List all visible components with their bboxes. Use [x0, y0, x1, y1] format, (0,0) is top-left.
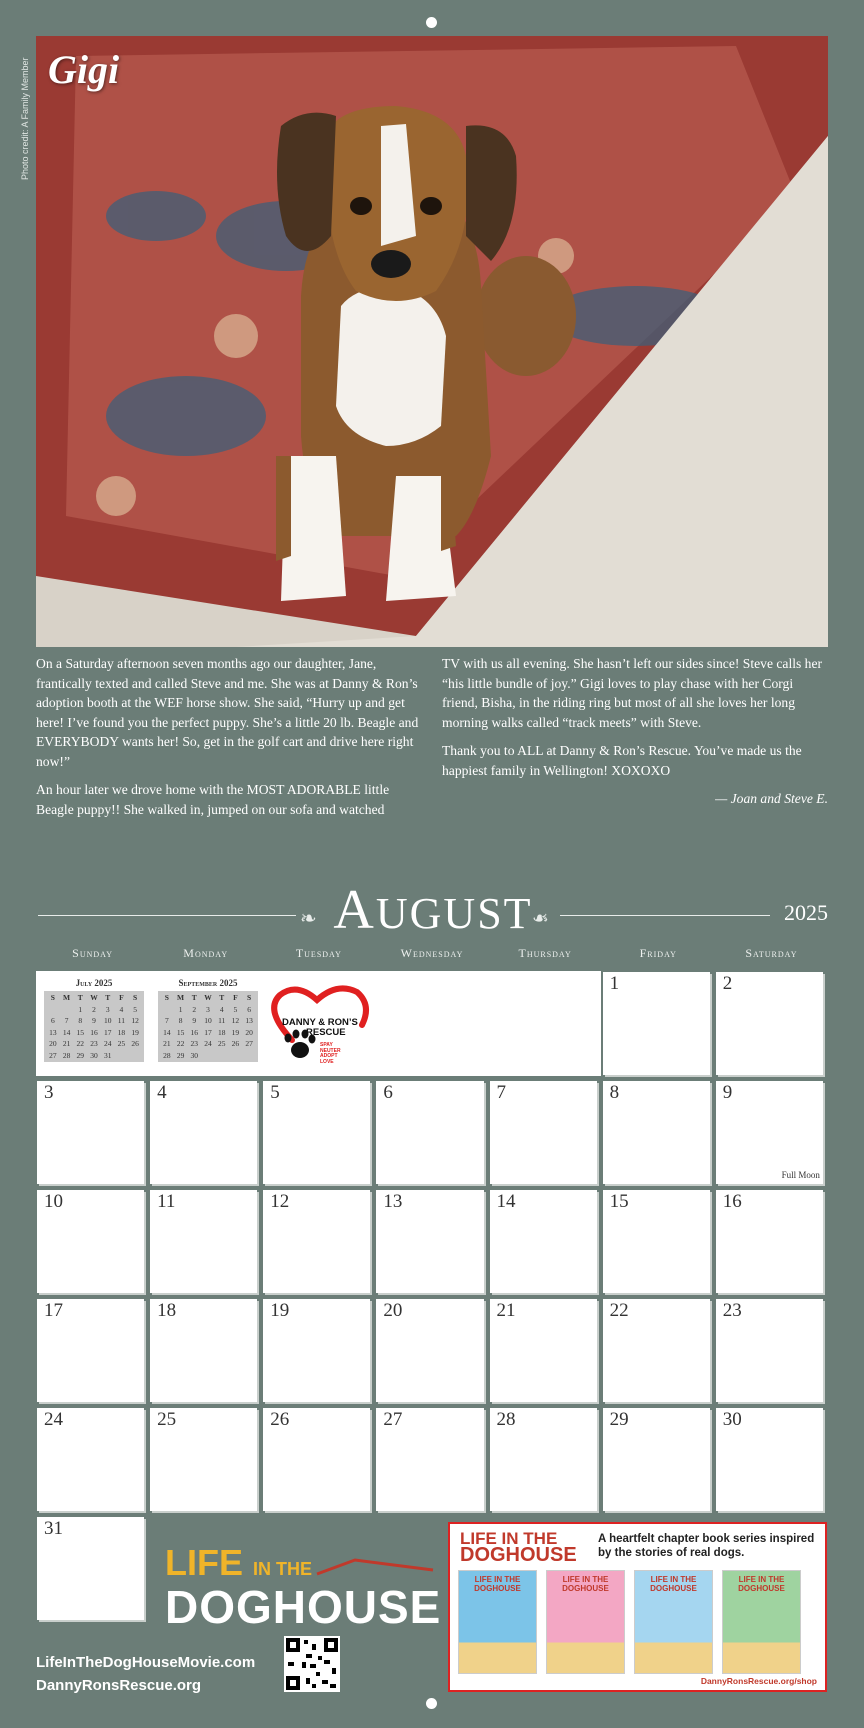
day-cell[interactable] [715, 1080, 828, 1189]
shop-link[interactable]: DannyRonsRescue.org/shop [700, 1676, 817, 1686]
story-paragraph: Thank you to ALL at Danny & Ron’s Rescue. You’ve made us the happiest family in Wellington! XOXOXO [442, 743, 802, 778]
day-number: 8 [609, 1082, 620, 1103]
year-label: 2025 [784, 900, 828, 925]
mini-calendar-title: September 2025 [178, 978, 238, 988]
day-cell[interactable] [715, 1189, 828, 1298]
mini-calendar-day: 29 [176, 1050, 185, 1060]
day-cell[interactable] [489, 1298, 602, 1407]
mini-calendar-day: 28 [163, 1050, 171, 1060]
mini-calendar-prev [44, 978, 144, 1062]
book-cover-title: LIFE IN THE DOGHOUSE [650, 1575, 697, 1593]
day-cell[interactable] [36, 1516, 149, 1625]
day-number: 17 [44, 1300, 63, 1321]
mini-calendar-head: T [191, 993, 197, 1002]
mini-calendar-day: 19 [231, 1027, 240, 1037]
book-series-ad[interactable] [448, 1522, 827, 1692]
day-cell[interactable] [36, 1189, 149, 1298]
mini-calendar-day: 13 [49, 1027, 57, 1037]
mini-calendar-day: 5 [133, 1004, 138, 1014]
mini-calendar-head: S [247, 993, 252, 1002]
day-number: 13 [383, 1191, 403, 1212]
day-number: 11 [157, 1191, 176, 1212]
day-cell[interactable] [489, 1189, 602, 1298]
logo-life-text: LIFE IN THE [165, 1542, 313, 1583]
day-number: 5 [270, 1082, 280, 1103]
day-number: 26 [270, 1409, 290, 1430]
day-cell[interactable] [375, 1189, 488, 1298]
mini-calendar-day: 17 [204, 1027, 212, 1037]
day-number: 4 [157, 1082, 167, 1103]
mini-calendar-day: 19 [131, 1027, 139, 1037]
book-cover-title: LIFE IN THE DOGHOUSE [562, 1575, 609, 1593]
day-number: 23 [722, 1300, 742, 1321]
mini-calendar-grid [158, 991, 258, 1062]
day-cell[interactable] [715, 1407, 828, 1516]
day-cell[interactable] [715, 1298, 828, 1407]
footer-urls [36, 1651, 255, 1697]
mini-calendar-day [46, 1004, 60, 1016]
mini-calendar-day: 14 [163, 1027, 171, 1037]
mini-calendar-day: 22 [176, 1039, 185, 1048]
mini-calendar-day: 12 [231, 1016, 240, 1025]
mini-calendar-day: 1 [78, 1004, 83, 1014]
mini-calendar-head: M [177, 993, 185, 1002]
day-number: 21 [496, 1300, 516, 1321]
mini-calendar-head: T [219, 993, 225, 1002]
mini-calendar-day: 16 [90, 1027, 98, 1037]
story-text [36, 654, 828, 817]
rescue-logo-tagline: SPAY NEUTER ADOPT LOVE [320, 1042, 341, 1065]
day-number: 30 [722, 1409, 742, 1430]
mini-calendar-day: 15 [176, 1027, 185, 1037]
day-number: 31 [44, 1518, 63, 1539]
month-title: AUGUST [333, 879, 533, 941]
weekday-header-row [36, 946, 828, 961]
mini-calendar-day: 30 [90, 1050, 98, 1060]
mini-calendar-day: 9 [192, 1016, 197, 1025]
photo-credit: Photo credit: A Family Member [20, 57, 30, 180]
mini-calendar-day: 11 [117, 1016, 126, 1025]
mini-calendar-head: W [90, 993, 98, 1002]
dog-illustration [36, 36, 828, 647]
mini-calendar-day: 2 [192, 1004, 197, 1014]
mini-calendar-day: 17 [103, 1027, 112, 1037]
mini-calendar-day: 5 [233, 1004, 238, 1014]
book-covers [458, 1570, 801, 1674]
day-number: 10 [44, 1191, 63, 1212]
mini-calendar-day: 6 [50, 1016, 55, 1025]
weekday-label: Friday [639, 946, 677, 960]
mini-calendar-day: 8 [78, 1016, 83, 1025]
story-paragraph: TV with us all evening. She hasn’t left our sides since! Steve calls her “his little bundle of joy.” Gigi loves to play chase with her Corgi friend, Bisha, in the riding ring but most of all she loves her long morning walks called “track meets” with Steve. [442, 656, 823, 730]
mini-calendar-day [201, 1050, 215, 1062]
mini-calendar-day: 7 [164, 1016, 169, 1025]
day-number: 24 [44, 1409, 63, 1430]
mini-calendar-head: S [133, 993, 138, 1002]
mini-calendar-day: 18 [217, 1027, 226, 1037]
ad-title: LIFE IN THE DOGHOUSE [460, 1529, 577, 1566]
rescue-logo-name [282, 1018, 358, 1038]
mini-calendar-head: S [50, 993, 55, 1002]
day-cell[interactable] [715, 971, 828, 1080]
mini-calendar-day: 27 [49, 1050, 57, 1060]
hanging-hole-bottom [426, 1698, 437, 1709]
mini-calendar-day: 16 [190, 1027, 199, 1037]
day-cell[interactable] [149, 1298, 262, 1407]
day-cell[interactable] [149, 1189, 262, 1298]
dog-name-title: Gigi [48, 47, 120, 92]
mini-calendar-head: F [233, 993, 238, 1002]
day-cell[interactable] [602, 971, 715, 1080]
day-cell[interactable] [375, 1080, 488, 1189]
mini-calendar-day: 31 [103, 1050, 112, 1060]
mini-calendar-day: 23 [90, 1039, 98, 1048]
mini-calendar-day: 8 [178, 1016, 183, 1025]
day-number: 18 [157, 1300, 177, 1321]
mini-calendar-head: T [77, 993, 83, 1002]
day-number: 3 [44, 1082, 54, 1103]
mini-calendar-next [158, 978, 258, 1062]
weekday-label: Thursday [518, 946, 572, 960]
mini-calendar-day: 14 [62, 1027, 71, 1037]
life-in-the-doghouse-logo [165, 1542, 442, 1642]
mini-calendar-day: 11 [218, 1016, 226, 1025]
weekday-label: Tuesday [295, 946, 342, 960]
mini-calendar-day: 25 [217, 1039, 226, 1048]
mini-calendar-day: 10 [204, 1016, 212, 1025]
book-cover-title: LIFE IN THE DOGHOUSE [738, 1575, 785, 1593]
mini-calendar-day: 30 [190, 1050, 199, 1060]
day-cell[interactable] [602, 1080, 715, 1189]
mini-calendar-day: 24 [204, 1039, 212, 1048]
mini-calendar-head: S [164, 993, 169, 1002]
mini-calendar-day: 2 [92, 1004, 96, 1014]
mini-calendar-day [115, 1050, 129, 1062]
book-cover[interactable] [722, 1570, 801, 1674]
mini-calendar-head: M [63, 993, 71, 1002]
mini-calendar-day: 7 [64, 1016, 69, 1025]
mini-calendar-day [229, 1050, 243, 1062]
day-cell[interactable] [36, 1298, 149, 1407]
mini-calendar-day: 21 [163, 1039, 171, 1048]
day-cell[interactable] [375, 1298, 488, 1407]
empty-cell [375, 971, 488, 1080]
rescue-name-line1: DANNY & RON’S [282, 1017, 358, 1028]
mini-calendar-day: 18 [117, 1027, 126, 1037]
mini-calendar-day: 26 [131, 1039, 139, 1048]
mini-calendar-day: 28 [62, 1050, 71, 1060]
day-number: 27 [383, 1409, 403, 1430]
hanging-hole-top [426, 17, 437, 28]
story-signature: — Joan and Steve E. [715, 791, 828, 806]
day-cell[interactable] [602, 1298, 715, 1407]
mini-calendar-head: T [105, 993, 111, 1002]
story-paragraph: On a Saturday afternoon seven months ago our daughter, Jane, frantically texted and called Steve and me. She was at Danny & Ron’s adoption booth at the WEF horse show. She said, “Hurry up and get here! I’ve found you the perfect puppy. She’s a little 20 lb. Beagle and EVERYBODY wants her! So, get in the golf cart and drive here right now!” [36, 656, 419, 769]
day-number: 28 [496, 1409, 516, 1430]
day-number: 2 [722, 973, 733, 994]
day-cell[interactable] [489, 1080, 602, 1189]
mini-calendar-title: July 2025 [75, 978, 113, 988]
day-number: 1 [609, 973, 620, 994]
day-cell[interactable] [262, 1298, 375, 1407]
weekday-label: Monday [183, 946, 229, 960]
day-number: 7 [496, 1082, 506, 1103]
empty-cell [489, 971, 602, 1080]
roof-icon [315, 1556, 435, 1578]
day-number: 16 [722, 1191, 742, 1212]
mini-calendar-day: 13 [245, 1016, 253, 1025]
weekday-label: Wednesday [400, 946, 464, 960]
mini-calendar-day: 26 [231, 1039, 240, 1048]
mini-calendar-day: 25 [117, 1039, 126, 1048]
ad-tagline: A heartfelt chapter book series inspired by the stories of real dogs. [598, 1533, 815, 1559]
day-cell[interactable] [262, 1189, 375, 1298]
mini-calendar-day: 12 [131, 1016, 139, 1025]
mini-calendar-day: 27 [245, 1039, 253, 1048]
day-cell[interactable] [36, 1407, 149, 1516]
mini-calendar-day: 21 [62, 1039, 71, 1048]
mini-calendar-day: 9 [92, 1016, 96, 1025]
day-cell[interactable] [149, 1407, 262, 1516]
mini-calendar-day [242, 1050, 256, 1062]
day-cell[interactable] [36, 1080, 149, 1189]
rescue-link[interactable]: DannyRonsRescue.org [36, 1677, 202, 1694]
mini-calendar-day: 20 [245, 1027, 253, 1037]
mini-calendar-day [60, 1004, 74, 1016]
day-number: 9 [722, 1082, 733, 1103]
day-number: 19 [270, 1300, 290, 1321]
day-cell[interactable] [262, 1080, 375, 1189]
book-cover[interactable] [546, 1570, 625, 1674]
story-paragraph: An hour later we drove home with the MOST ADORABLE little Beagle puppy!! She walked in, jumped on our sofa and watched [36, 782, 390, 817]
month-header [38, 878, 828, 948]
mini-calendar-day: 24 [103, 1039, 112, 1048]
mini-calendar-day [215, 1050, 229, 1062]
mini-calendar-day: 29 [76, 1050, 85, 1060]
movie-link[interactable]: LifeInTheDogHouseMovie.com [36, 1654, 256, 1671]
day-number: 14 [496, 1191, 516, 1212]
logo-doghouse-text: DOGHOUSE [165, 1581, 442, 1633]
story-column-right [442, 654, 828, 814]
day-cell[interactable] [149, 1080, 262, 1189]
day-cell[interactable] [262, 1407, 375, 1516]
full-moon-note: Full Moon [781, 1170, 820, 1180]
day-number: 12 [270, 1191, 290, 1212]
mini-calendar-day: 6 [247, 1004, 252, 1014]
mini-calendar-day: 10 [103, 1016, 112, 1025]
mini-calendar-day: 20 [49, 1039, 57, 1048]
weekday-label: Sunday [72, 946, 113, 960]
mini-calendar-day: 3 [206, 1004, 210, 1014]
mini-calendar-day: 15 [76, 1027, 85, 1037]
weekday-label: Saturday [745, 946, 798, 960]
mini-calendar-day: 23 [190, 1039, 199, 1048]
day-number: 20 [383, 1300, 403, 1321]
mini-calendar-head: W [204, 993, 212, 1002]
ornament-left-icon: ❧ [300, 906, 317, 930]
mini-calendar-day: 3 [105, 1004, 110, 1014]
day-cell[interactable] [602, 1407, 715, 1516]
day-number: 25 [157, 1409, 177, 1430]
day-number: 6 [383, 1082, 393, 1103]
mini-calendar-grid [44, 991, 144, 1062]
book-cover-title: LIFE IN THE DOGHOUSE [474, 1575, 521, 1593]
mini-calendar-day [128, 1050, 142, 1062]
day-cell[interactable] [489, 1407, 602, 1516]
rescue-name-line2: RESCUE [306, 1027, 346, 1038]
mini-calendar-day: 4 [219, 1004, 224, 1014]
mini-calendar-day: 1 [178, 1004, 183, 1014]
day-number: 22 [609, 1300, 629, 1321]
mini-calendar-day [160, 1004, 174, 1016]
mini-calendar-day: 22 [76, 1039, 85, 1048]
book-cover[interactable] [458, 1570, 537, 1674]
day-cell[interactable] [375, 1407, 488, 1516]
story-column-left [36, 654, 422, 817]
day-cell[interactable] [602, 1189, 715, 1298]
mini-calendar-day: 4 [119, 1004, 124, 1014]
day-number: 29 [609, 1409, 629, 1430]
dog-photo [36, 36, 828, 647]
qr-code-icon[interactable] [284, 1636, 340, 1692]
ornament-right-icon: ❧ [532, 906, 549, 930]
book-cover[interactable] [634, 1570, 713, 1674]
day-number: 15 [609, 1191, 629, 1212]
mini-calendar-head: F [119, 993, 124, 1002]
